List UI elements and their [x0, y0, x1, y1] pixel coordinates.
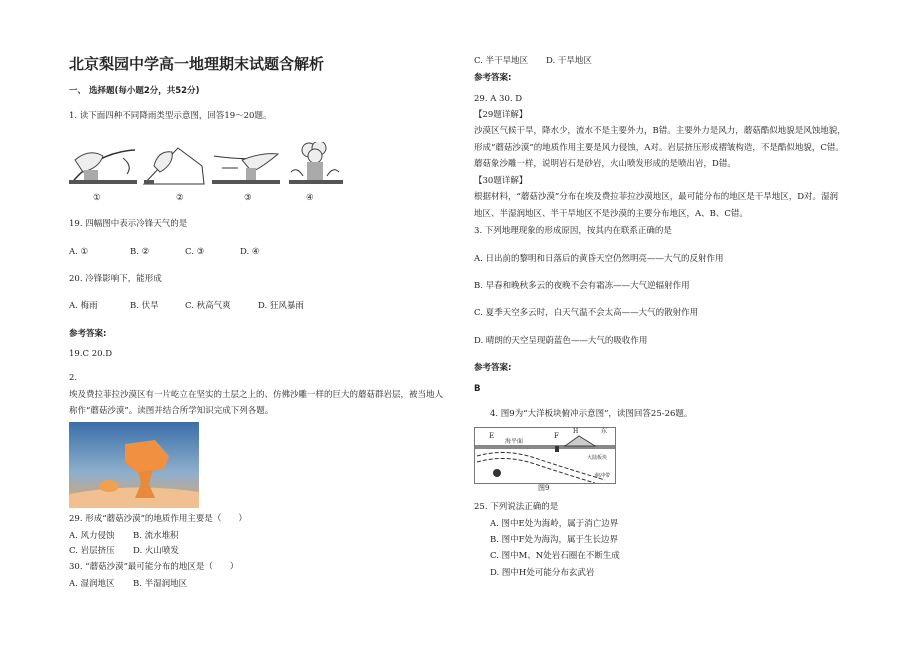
option: C. 夏季天空多云时，白天气温不会太高——大气的散射作用: [474, 308, 699, 318]
option: D. 火山喷发: [133, 546, 179, 556]
answer-label: 参考答案:: [474, 363, 512, 373]
answer: 29. A 30. D: [474, 94, 523, 104]
figure-label-2: ②: [176, 193, 184, 203]
question-3-stem: 3. 下列地理现象的形成原因，按其内在联系正确的是: [474, 226, 672, 236]
option: D. 狂风暴雨: [258, 301, 304, 311]
option: C. 岩层挤压: [69, 546, 115, 556]
option: C. ③: [185, 247, 205, 257]
question-19-stem: 19. 四幅图中表示冷锋天气的是: [69, 219, 188, 229]
option: B. ②: [130, 247, 150, 257]
answer: 19.C 20.D: [69, 349, 113, 359]
document-title: 北京梨园中学高一地理期末试题含解析: [69, 55, 325, 73]
option: B. 流水堆积: [133, 531, 179, 541]
rainfall-diagram-1: [69, 150, 137, 184]
label-east: 东: [601, 428, 608, 435]
figure-label-4: ④: [306, 193, 314, 203]
explanation-line: 地区、半湿润地区、半干旱地区不是沙漠的主要分布地区，A、B、C错。: [474, 209, 748, 219]
option: C. 半干旱地区: [474, 56, 529, 66]
option: B. 早春和晚秋多云的夜晚不会有霜冻——大气逆辐射作用: [474, 281, 690, 291]
answer-label: 参考答案:: [474, 73, 512, 83]
option: C. 秋高气爽: [185, 301, 231, 311]
question-2-text: 埃及费拉菲拉沙漠区有一片屹立在坚实的土层之上的、仿佛沙雕一样的巨大的蘑菇群岩层，被当地人: [69, 390, 444, 400]
question-2-text: 称作“蘑菇沙漠”。读图并结合所学知识完成下列各题。: [69, 406, 274, 416]
mushroom-rock-photo: [69, 422, 199, 508]
label-sea-level: 海平面: [505, 438, 524, 445]
label-e: E: [489, 432, 495, 440]
rainfall-diagram-2: [144, 148, 204, 184]
explanation-line: 沙漠区气候干旱，降水少，流水不是主要外力，B错。主要外力是风力，蘑菇酷似地貌是风蚀地貌，: [474, 126, 846, 136]
figure-caption: 图9: [538, 484, 550, 492]
option: D. ④: [240, 247, 260, 257]
question-30-stem: 30. “蘑菇沙漠”最可能分布的地区是（ ）: [69, 562, 239, 572]
question-1-stem: 1. 读下面四种不同降雨类型示意图，回答19～20题。: [69, 111, 272, 121]
question-4-stem: 4. 图9为“大洋板块俯冲示意图”，读图回答25-26题。: [490, 409, 693, 419]
option: A. ①: [69, 247, 89, 257]
option: B. 伏旱: [130, 301, 159, 311]
option: B. 半湿润地区: [133, 579, 188, 589]
option: A. 图中E处为海岭，属于消亡边界: [490, 519, 619, 529]
option: A. 梅雨: [69, 301, 98, 311]
label-continental-plate: 大陆板块: [587, 455, 608, 461]
section-heading: 一、 选择题(每小题2分，共52分): [69, 86, 200, 96]
option: A. 风力侵蚀: [69, 531, 115, 541]
answer: B: [474, 384, 481, 394]
explanation-30-title: 【30题详解】: [474, 176, 528, 186]
explanation-line: 根据材料，“蘑菇沙漠”分布在埃及费拉菲拉沙漠地区，最可能分布的地区是干旱地区，D对。湿润: [474, 192, 839, 202]
rainfall-diagram-4: [289, 142, 343, 184]
label-subduction-zone: 俯冲带: [595, 473, 611, 479]
question-29-stem: 29. 形成“蘑菇沙漠”的地质作用主要是（ ）: [69, 514, 247, 524]
rainfall-diagram-3: [212, 154, 280, 184]
explanation-line: 蘑菇象沙雕一样，说明岩石是砂岩，火山喷发形成的是喷出岩，D错。: [474, 159, 736, 169]
figure-label-3: ③: [244, 193, 252, 203]
option: B. 图中F处为海沟，属于生长边界: [490, 535, 619, 545]
plate-subduction-figure: [474, 427, 616, 484]
question-20-stem: 20. 冷锋影响下，能形成: [69, 274, 162, 284]
option: A. 湿润地区: [69, 579, 115, 589]
label-f: F: [554, 432, 559, 440]
explanation-line: 形成“蘑菇沙漠”的地质作用主要是风力侵蚀，A对。岩层挤压形成褶皱构造，不是酷似地貌，C错。: [474, 143, 844, 153]
figure-label-1: ①: [93, 193, 101, 203]
answer-label: 参考答案:: [69, 329, 107, 339]
option: D. 晴朗的天空呈现蔚蓝色——大气的吸收作用: [474, 336, 648, 346]
option: A. 日出前的黎明和日落后的黄昏天空仍然明亮——大气的反射作用: [474, 254, 724, 264]
option: C. 图中M、N处岩石圈在不断生成: [490, 551, 620, 561]
question-2-number: 2.: [69, 373, 78, 383]
option: D. 图中H处可能分布玄武岩: [490, 568, 595, 578]
option: D. 干旱地区: [546, 56, 592, 66]
explanation-29-title: 【29题详解】: [474, 110, 528, 120]
question-25-stem: 25. 下列说法正确的是: [474, 502, 559, 512]
label-h: H: [573, 428, 579, 435]
